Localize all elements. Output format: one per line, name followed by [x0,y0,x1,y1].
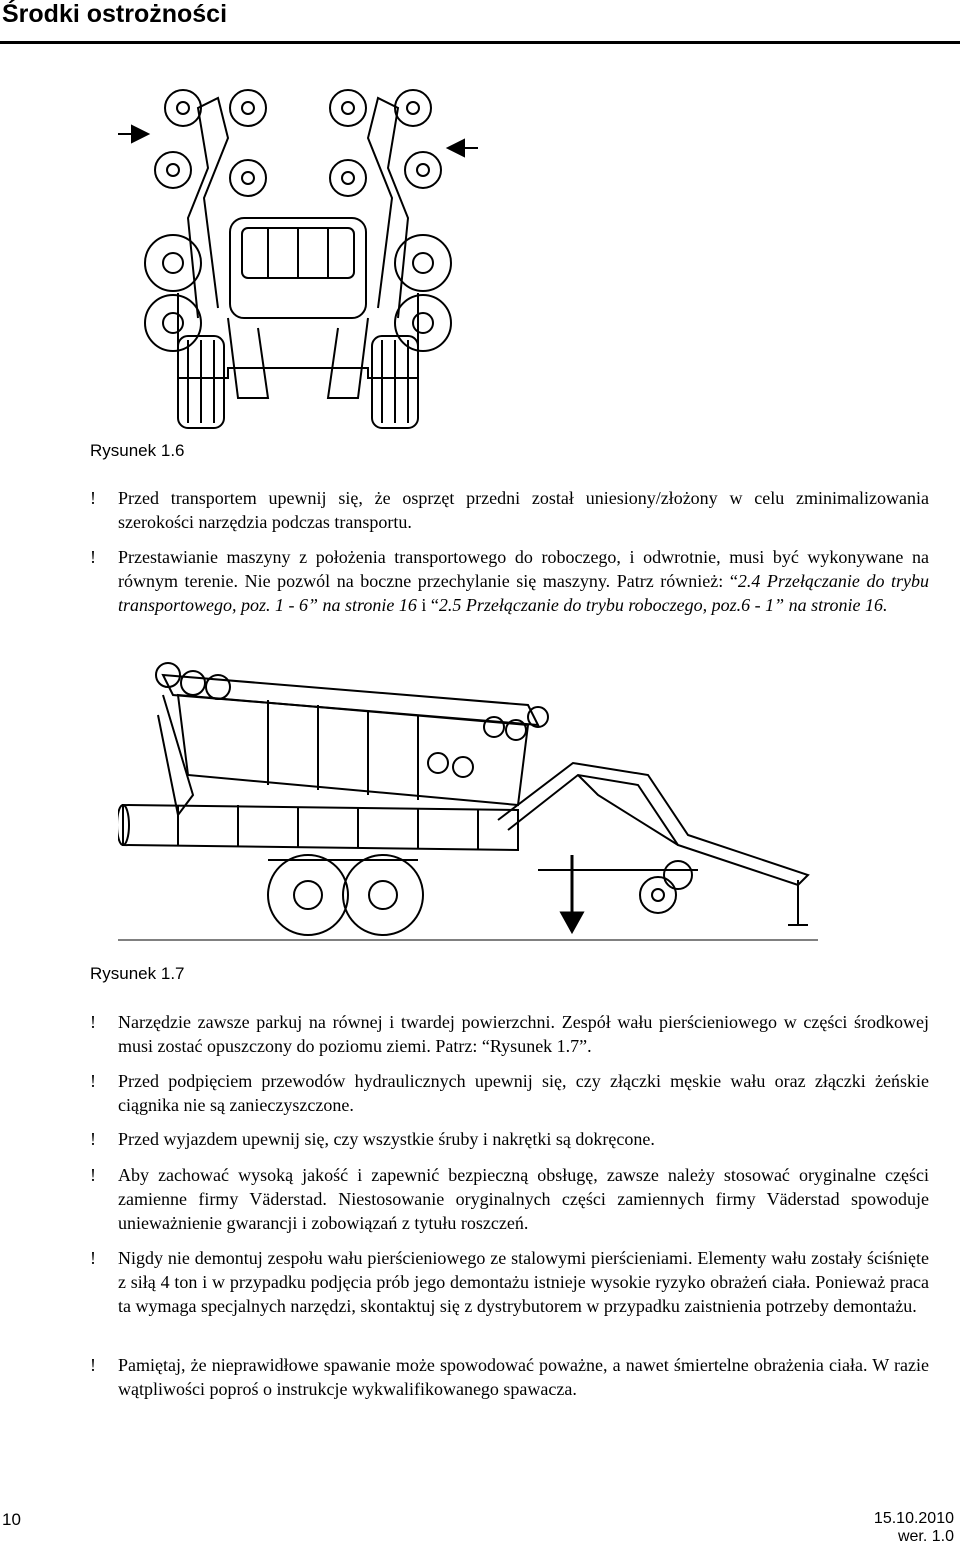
note-bullet: ! [90,1248,96,1268]
note-text [90,545,929,617]
figure-1-7-illustration [118,655,863,955]
note-spare-parts [90,1163,929,1235]
note-text-part: i “ [416,595,439,615]
figure-1-6-illustration [118,78,478,433]
note-text: Narzędzie zawsze parkuj na równej i twardej powierzchni. Zespół wału pierścieniowego w części środkowej musi zostać opuszczony do poziomu ziemi. Patrz: “Rysunek 1.7”. [118,1012,929,1056]
cross-reference-link[interactable]: 2.5 Przełączanie do trybu roboczego, poz.6 - 1” na stronie 16. [438,595,888,615]
note-mode-change [90,545,929,617]
note-bullet: ! [90,488,96,508]
note-text: Przed wyjazdem upewnij się, czy wszystkie śruby i nakrętki są dokręcone. [118,1129,655,1149]
note-parking [90,1010,929,1058]
note-text: Przed transportem upewnij się, że osprzęt przedni został uniesiony/złożony w celu zminimalizowania szerokości narzędzia podczas transportu. [118,488,929,532]
note-bullet: ! [90,1165,96,1185]
note-text: Pamiętaj, że nieprawidłowe spawanie może spowodować poważne, a nawet śmiertelne obrażenia ciała. W razie wątpliwości poproś o instrukcje wykwalifikowanego spawacza. [118,1355,929,1399]
note-transport [90,486,929,534]
note-welding [90,1353,929,1401]
note-text: Aby zachować wysoką jakość i zapewnić bezpieczną obsługę, zawsze należy stosować oryginalne części zamienne firmy Väderstad. Niestosowanie oryginalnych części zamiennych firmy Väderstad spowoduje unieważnienie gwarancji i zobowiązań z tytułu roszczeń. [118,1165,929,1233]
footer-info [874,1510,954,1546]
footer-version: wer. 1.0 [897,1528,954,1545]
note-bolts [90,1127,929,1151]
note-text-part: Przestawianie maszyny z położenia transportowego do roboczego, i odwrotnie, musi być wykonywane na równym terenie. Nie pozwól na boczne przechylanie się maszyny. Patrz również: “ [118,547,929,591]
note-ring-roller [90,1246,929,1318]
cross-reference-link[interactable]: 2.4 Przełączanie do trybu transportowego, poz. 1 - 6” na stronie 16 [118,571,930,615]
note-bullet: ! [90,547,96,567]
note-bullet: ! [90,1355,96,1375]
header-divider [0,41,960,44]
note-text: Nigdy nie demontuj zespołu wału pierścieniowego ze stalowymi pierścieniami. Elementy wału zostały ściśnięte z siłą 4 ton i w przypadku podjęcia prób jego demontażu istnieje wysokie ryzyko obrażeń ciała. Ponieważ praca ta wymaga specjalnych narzędzi, skontaktuj się z dystrybutorem w przypadku zaistnienia potrzeby demontażu. [118,1248,929,1316]
note-bullet: ! [90,1071,96,1091]
note-bullet: ! [90,1012,96,1032]
page-title: Środki ostrożności [2,0,228,28]
note-text: Przed podpięciem przewodów hydraulicznych upewnij się, czy złączki męskie wału oraz złączki żeńskie ciągnika nie są zanieczyszczone. [118,1071,929,1115]
page-number: 10 [2,1510,21,1529]
note-bullet: ! [90,1129,96,1149]
figure-1-7-caption: Rysunek 1.7 [90,964,185,983]
figure-1-6-caption: Rysunek 1.6 [90,441,185,460]
footer-date: 15.10.2010 [873,1510,954,1527]
note-hydraulics [90,1069,929,1117]
